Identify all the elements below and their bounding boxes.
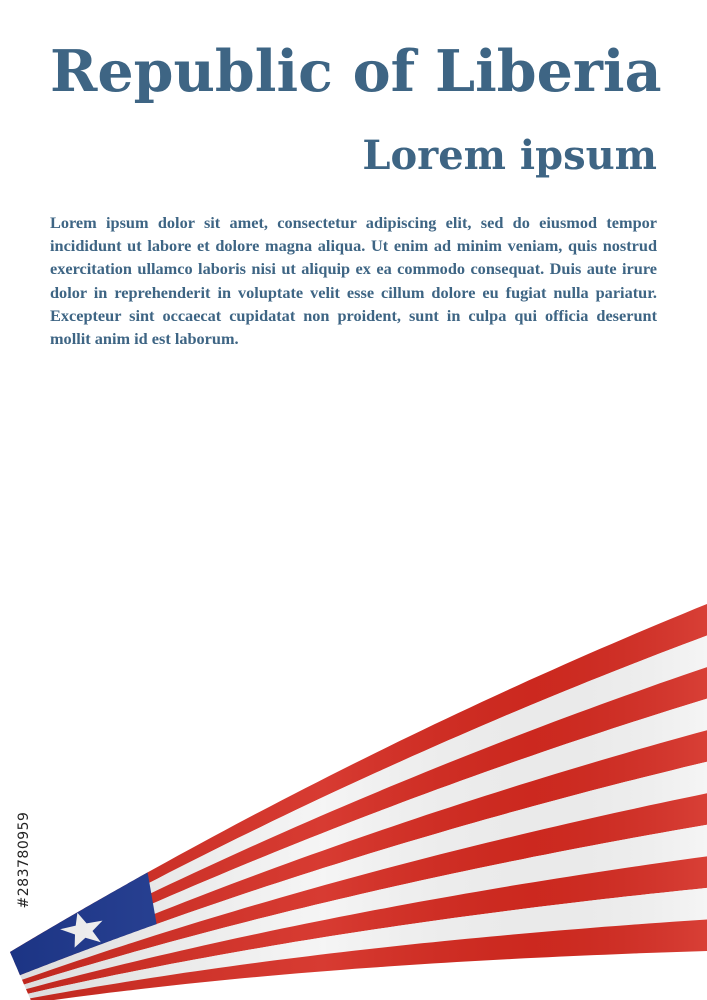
flag-shading [10,604,707,1000]
body-paragraph: Lorem ipsum dolor sit amet, consectetur adipiscing elit, sed do eiusmod tempor incididunt ut labore et dolore magna aliqua. Ut enim ad minim veniam, quis nostrud exercitation ullamco laboris nisi ut aliquip ex ea commodo consequat. Duis aute irure dolor in reprehenderit in voluptate velit esse cillum dolore eu fugiat nulla pariatur. Excepteur sint occaecat cupidatat non proident, sunt in culpa qui officia deserunt mollit anim id est laborum. [50,213,657,349]
page-title: Republic of Liberia [50,38,662,105]
page-subtitle: Lorem ipsum [362,132,657,179]
stock-id: #283780959 [16,811,32,909]
